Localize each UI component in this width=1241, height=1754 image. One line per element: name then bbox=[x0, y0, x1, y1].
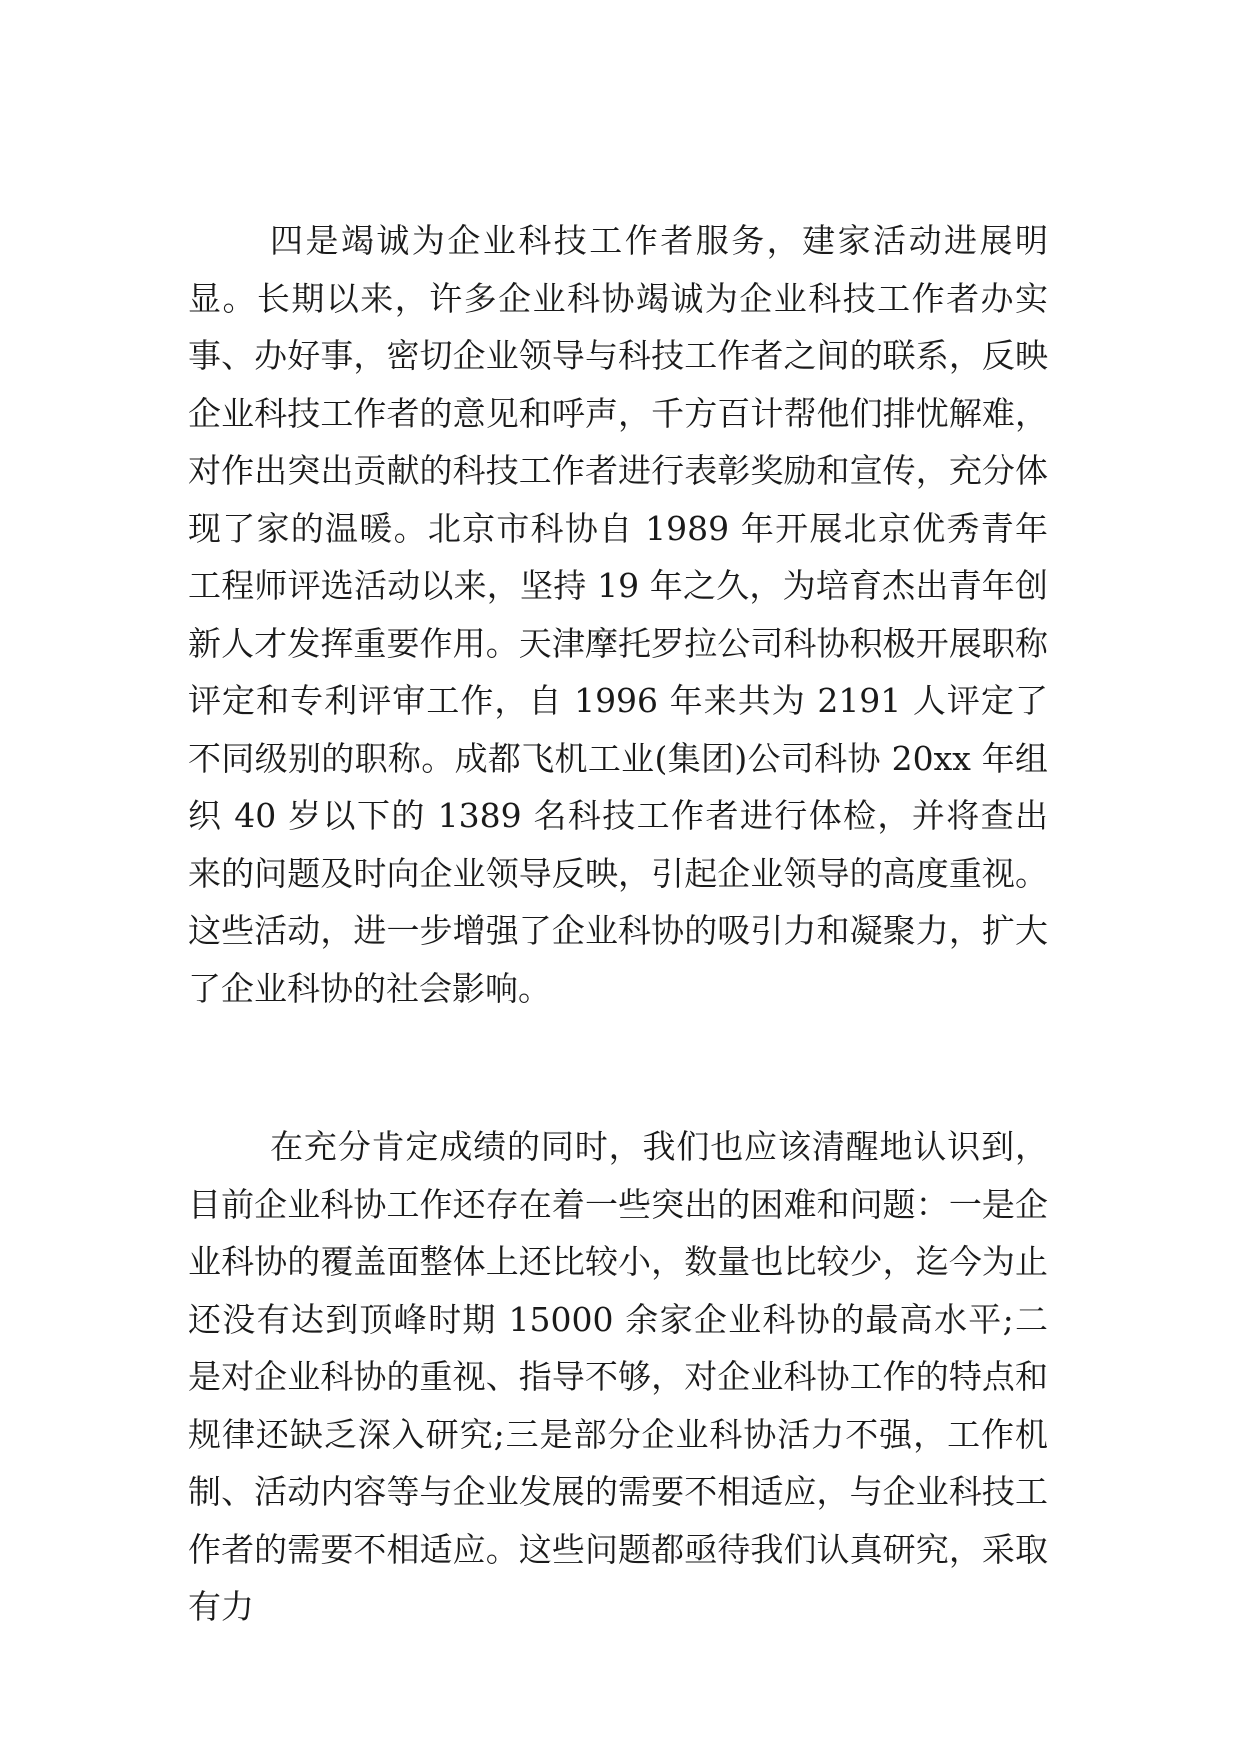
paragraph-service-achievements: 四是竭诚为企业科技工作者服务，建家活动进展明显。长期以来，许多企业科协竭诚为企业科技工作者办实事、办好事，密切企业领导与科技工作者之间的联系，反映企业科技工作者的意见和呼声，千方百计帮他们排忧解难，对作出突出贡献的科技工作者进行表彰奖励和宣传，充分体现了家的温暖。北京市科协自 1989 年开展北京优秀青年工程师评选活动以来，坚持 19 年之久，为培育杰出青年创新人才发挥重要作用。天津摩托罗拉公司科协积极开展职称评定和专利评审工作，自 1996 年来共为 2191 人评定了不同级别的职称。成都飞机工业(集团)公司科协 20xx 年组织 40 岁以下的 1389 名科技工作者进行体检，并将查出来的问题及时向企业领导反映，引起企业领导的高度重视。这些活动，进一步增强了企业科协的吸引力和凝聚力，扩大了企业科协的社会影响。 bbox=[188, 221, 1048, 1008]
paragraph-problems: 在充分肯定成绩的同时，我们也应该清醒地认识到，目前企业科协工作还存在着一些突出的困难和问题：一是企业科协的覆盖面整体上还比较小，数量也比较少，迄今为止还没有达到顶峰时期 15000 余家企业科协的最高水平;二是对企业科协的重视、指导不够，对企业科协工作的特点和规律还缺乏深入研究;三是部分企业科协活力不强，工作机制、活动内容等与企业发展的需要不相适应，与企业科技工作者的需要不相适应。这些问题都亟待我们认真研究，采取有力 bbox=[188, 1127, 1048, 1626]
paragraph-spacer bbox=[188, 1017, 1048, 1118]
document-body bbox=[188, 212, 1048, 1636]
